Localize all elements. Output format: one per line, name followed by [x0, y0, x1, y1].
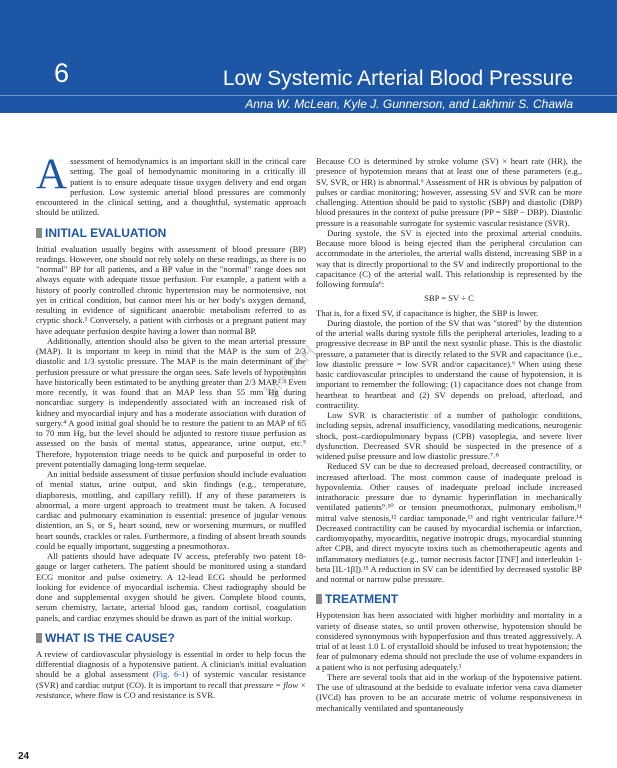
figure-reference-link[interactable]: Fig. 6-1 [155, 669, 186, 680]
section-marker-icon [316, 594, 322, 604]
intro-paragraph [36, 156, 306, 218]
section-heading-what-is-the-cause [36, 631, 306, 645]
text-run: ) of systemic vascular resistance (SVR) and cardiac output (CO). It is important to recall that [36, 669, 307, 690]
watermark: MHEH [259, 339, 323, 403]
paragraph: Low SVR is characteristic of a number of pathologic conditions, including sepsis, adrenal insufficiency, vasodilating medications, neurogenic shock, post–cardiopulmonary bypass (CPB) vasoplegia, and severe liver dysfunction. Decreased SVR should be suspected in the presence of a widened pulse pressure and low diastolic pressure.⁷˒⁸ [316, 410, 582, 461]
text-run: A review of cardiovascular physiology is essential in order to help focus the differential diagnosis of a hypotensive patient. A clinician's initial evaluation should be a global assessment ( [36, 648, 306, 680]
paragraph: An initial bedside assessment of tissue perfusion should include evaluation of mental status, urine output, and skin findings (e.g., temperature, diaphoresis, mottling, and capillary refill). If any of these parameters is abnormal, a more urgent approach to treatment must be taken. A focused cardiac and pulmonary examination is essential: presence of jugular venous distention, an S₃ or S₄ heart sound, new or worsening murmurs, or muffled heart sounds, crackles or rales. Furthermore, a finding of absent breath sounds could be equally important, suggesting a pneumothorax. [36, 469, 306, 551]
text-run: where flow is CO and resistance is SVR. [72, 689, 216, 700]
paragraph: There are several tools that aid in the workup of the hypotensive patient. The use of ultrasound at the bedside to evaluate inferior vena cava diameter (IVCd) has proven to be an accurate metric of volume responsiveness in mechanically ventilated and spontaneously [316, 671, 582, 713]
section-marker-icon [36, 633, 42, 643]
paragraph: All patients should have adequate IV access, preferably two patent 18-gauge or larger catheters. The patient should be monitored using a standard ECG monitor and pulse oximetry. A 12-lead ECG should be performed looking for evidence of myocardial ischemia. Chest radiography should be done and supplemental oxygen should be given. Complete blood counts, serum chemistry, lactate, arterial blood gas, random cortisol, coagulation panels, and cardiac enzymes should be drawn as part of the initial workup. [36, 551, 306, 623]
chapter-title: Low Systemic Arterial Blood Pressure [222, 67, 573, 90]
left-column [36, 156, 306, 700]
section-marker-icon [36, 228, 42, 238]
paragraph [36, 649, 306, 700]
section-heading-text: INITIAL EVALUATION [45, 225, 167, 240]
formula-text: pressure = flow × resistance, [36, 679, 306, 700]
header-divider [0, 95, 617, 96]
intro-text: ssessment of hemodynamics is an important skill in the critical care setting. The goal of hemodynamic monitoring in a critically ill patient is to ensure adequate tissue oxygen delivery and end organ perfusion. Low systemic arterial blood pressures are commonly encountered in the clinical setting, and a thoughtful, systematic approach should be utilized. [36, 156, 306, 218]
paragraph: During diastole, the portion of the SV that was "stored" by the distention of the arterial walls during systole fills the peripheral arterioles, leading to a progressive decrease in BP until the next systolic phase. This is the diastolic pressure, a parameter that is directly related to the SVR and capacitance (i.e., low diastolic pressure = low SVR and/or capacitance).⁶ When using these basic cardiovascular principles to understand the cause of hypotension, it is important to remember the following: (1) capacitance does not change from heartbeat to heartbeat and (2) SV depends on preload, afterload, and contractility. [316, 317, 582, 410]
drop-cap: A [36, 156, 68, 198]
paragraph: During systole, the SV is ejected into the proximal arterial conduits. Because more blood is being ejected than the peripheral circulation can accommodate in the arterioles, the arterial walls distend, increasing SBP in a way that is directly proportional to the SV and indirectly proportional to the capacitance (C) of the arterial wall. This relationship is represented by the following formula⁶: [316, 227, 582, 289]
paragraph: Because CO is determined by stroke volume (SV) × heart rate (HR), the presence of hypotension means that at least one of these parameters (e.g., SV, SVR, or HR) is abnormal.⁶ Assessment of HR is obvious by palpation of pulses or cardiac monitoring; however, assessing SV and SVR can be more challenging. Attention should be paid to systolic (SBP) and diastolic (DBP) blood pressures in the context of pulse pressure (PP = SBP − DBP). Diastolic pressure is a reasonable surrogate for systemic vascular resistance (SVR). [316, 156, 582, 228]
paragraph: Reduced SV can be due to decreased preload, decreased contractility, or increased afterload. The most common cause of inadequate preload is hypovolemia. Other causes of inadequate preload include increased intrathoracic pressure due to dynamic hyperinflation in mechanically ventilated patients⁹˒¹⁰ or tension pneumothorax, pulmonary embolism,¹¹ mitral valve stenosis,¹² cardiac tamponade,¹³ and right ventricular failure.¹⁴ Decreased contractility can be caused by myocardial ischemia or infarction, cardiomyopathy, myocarditis, negative inotropic drugs, myocardial stunning after CPB, and direct myocyte toxins such as chemotherapeutic agents and inflammatory mediators (e.g., tumor necrosis factor [TNF] and interleukin 1-beta [IL-1β]).¹⁵ A reduction in SV can be identified by decreased systolic BP and normal or narrow pulse pressure. [316, 461, 582, 584]
section-heading-text: TREATMENT [325, 592, 399, 607]
page-number: 24 [18, 751, 30, 762]
section-heading-initial-evaluation [36, 226, 306, 240]
paragraph: Hypotension has been associated with higher morbidity and mortality in a variety of disease states, so until proven otherwise, hypotension should be considered synonymous with hypoperfusion and thus treated aggressively. A trial of at least 1.0 L of crystalloid should be infused to treat hypotension; the fear of pulmonary edema should not preclude the use of volume expanders in a patient who is not perfusing adequately.¹ [316, 610, 582, 672]
section-heading-treatment [316, 592, 582, 606]
right-column [316, 156, 582, 713]
chapter-authors: Anna W. McLean, Kyle J. Gunnerson, and Lakhmir S. Chawla [245, 97, 573, 111]
paragraph: That is, for a fixed SV, if capacitance is higher, the SBP is lower. [316, 307, 539, 318]
chapter-number: 6 [54, 58, 70, 88]
section-heading-text: WHAT IS THE CAUSE? [45, 630, 175, 645]
formula: SBP = SV ÷ C [424, 293, 474, 304]
chapter-header [0, 0, 617, 113]
paragraph: Additionally, attention should also be given to the mean arterial pressure (MAP). It is important to keep in mind that the MAP is the sum of 2/3 diastolic and 1/3 systolic pressure. The MAP is the main determinant of the perfusion pressure or what pressure the organ sees. Safe levels of hypotension have historically been estimated to be anything greater than 2/3 MAP.²˒³ Even more recently, it was found that an MAP less than 55 mm Hg during noncardiac surgery is independently associated with an increased risk of kidney and myocardial injury and has a moderate association with duration of surgery.⁴ A good initial goal should be to restore the patient to an MAP of 65 to 70 mm Hg, but the level should be adjusted to restore tissue perfusion as assessed on the basis of mental status, appearance, urine output, etc.⁵ Therefore, hypotension triage needs to be quick and purposeful in order to prevent potentially damaging long-term sequelae. [36, 335, 306, 469]
paragraph: Initial evaluation usually begins with assessment of blood pressure (BP) readings. However, one should not rely solely on these readings, as there is no "normal" BP for all patients, and a BP value in the "normal" range does not always equate with adequate tissue perfusion. For example, a patient with a history of poorly controlled chronic hypertension may be normotensive, not yet in critical condition, but cannot meet his or her body's oxygen demand, resulting in evidence of significant anaerobic metabolism referred to as cryptic shock.¹ Conversely, a patient with cirrhosis or a pregnant patient may have adequate perfusion despite having a lower than normal BP. [36, 243, 306, 336]
